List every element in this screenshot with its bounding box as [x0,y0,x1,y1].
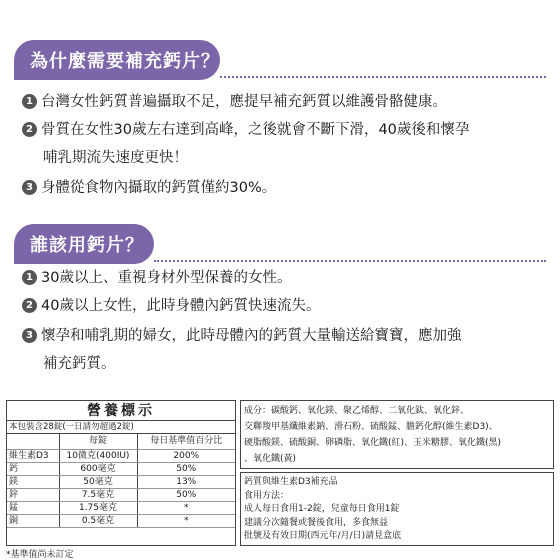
number-badge: 1 [22,270,37,285]
usage-line: 成人每日食用1-2錠，兒童每日食用1錠 [244,504,400,514]
list-item [22,264,546,292]
list-item-text: 台灣女性鈣質普遍攝取不足，應提早補充鈣質以維護骨骼健康。 [41,94,447,110]
list-item-text: 骨質在女性30歲左右達到高峰，之後就會不斷下滑，40歲後和懷孕 [41,122,470,138]
list-item-continuation [43,144,546,172]
ingredients-line: 交聯羧甲基纖維素鈉、滑石粉、硫酸錳、膽鈣化醇(維生素D3)、 [244,422,498,432]
list-item [22,116,546,144]
ingredients-box [240,400,554,469]
ingredients-line: 成分：碳酸鈣、氧化鎂、聚乙烯醇、二氧化鈦、氧化鋅、 [244,406,470,416]
nutrient-name: 鎂 [7,475,59,488]
table-row [7,501,235,514]
list-item-continuation [43,350,546,378]
nutrient-amount: 7.5毫克 [59,488,137,501]
table-row [7,514,235,527]
list-item-text: 30歲以上、重視身材外型保養的女性。 [41,270,292,286]
usage-line: 鈣質與維生素D3補充品 [244,477,338,487]
list-item-text: 40歲以上女性，此時身體內鈣質快速流失。 [41,298,321,314]
number-badge: 1 [22,94,37,109]
nutrient-percent: 50% [137,462,235,475]
list-item [22,174,546,202]
nutrient-name: 錳 [7,501,59,514]
nutrient-percent: 13% [137,475,235,488]
number-badge: 2 [22,122,37,137]
nutrition-footnote: *基準值尚未訂定 [6,550,74,560]
list-item-text: 補充鈣質。 [43,356,116,372]
dotted-divider [220,76,546,78]
usage-line: 批號及有效日期(西元年/月/日)請見盒底 [244,531,402,541]
usage-line: 建議分次隨餐或餐後食用，多食無益 [244,517,389,528]
nutrient-name: 鈣 [7,462,59,475]
section-heading-why: 為什麼需要補充鈣片？ [14,40,220,80]
table-header-cell [7,434,59,449]
number-badge: 3 [22,180,37,195]
number-badge: 2 [22,298,37,313]
serving-info: 本包裝含28錠(一日請勿超過2錠) [7,421,235,434]
nutrient-name: 銅 [7,514,59,527]
section-heading-who: 誰該用鈣片？ [14,224,154,264]
table-row [7,449,235,462]
nutrition-table [6,400,236,546]
table-header-row [7,434,235,449]
list-item [22,322,546,350]
table-row [7,488,235,501]
nutrient-amount: 600毫克 [59,462,137,475]
nutrient-percent: 200% [137,449,235,462]
table-row [7,462,235,475]
nutrition-title: 營養標示 [7,401,235,421]
nutrient-name: 鋅 [7,488,59,501]
nutrient-name: 維生素D3 [7,449,59,462]
usage-box [240,472,554,546]
dotted-divider [154,260,546,262]
ingredients-line: 硬脂酸鎂、硫酸銅、卵磷脂、氧化鐵(紅)、玉米糖膠、氧化鐵(黑) [244,438,502,448]
list-item-text: 身體從食物內攝取的鈣質僅約30%。 [41,180,277,196]
ingredients-line: 、氧化鐵(黃) [244,454,297,464]
table-header-cell: 每錠 [59,434,137,449]
list-item [22,88,546,116]
nutrient-percent: 50% [137,488,235,501]
nutrition-grid [7,434,235,528]
nutrient-amount: 0.5毫克 [59,514,137,527]
table-header-cell: 每日基準值百分比 [137,434,235,449]
table-row [7,475,235,488]
nutrient-percent: * [137,501,235,514]
list-item-text: 懷孕和哺乳期的婦女，此時母體內的鈣質大量輸送給寶寶，應加強 [41,328,462,344]
usage-line: 食用方法： [244,490,290,501]
nutrient-percent: * [137,514,235,527]
nutrient-amount: 50毫克 [59,475,137,488]
list-item-text: 哺乳期流失速度更快！ [43,150,188,166]
nutrient-amount: 1.75毫克 [59,501,137,514]
number-badge: 3 [22,328,37,343]
nutrient-amount: 10微克(400IU) [59,449,137,462]
list-item [22,292,546,320]
